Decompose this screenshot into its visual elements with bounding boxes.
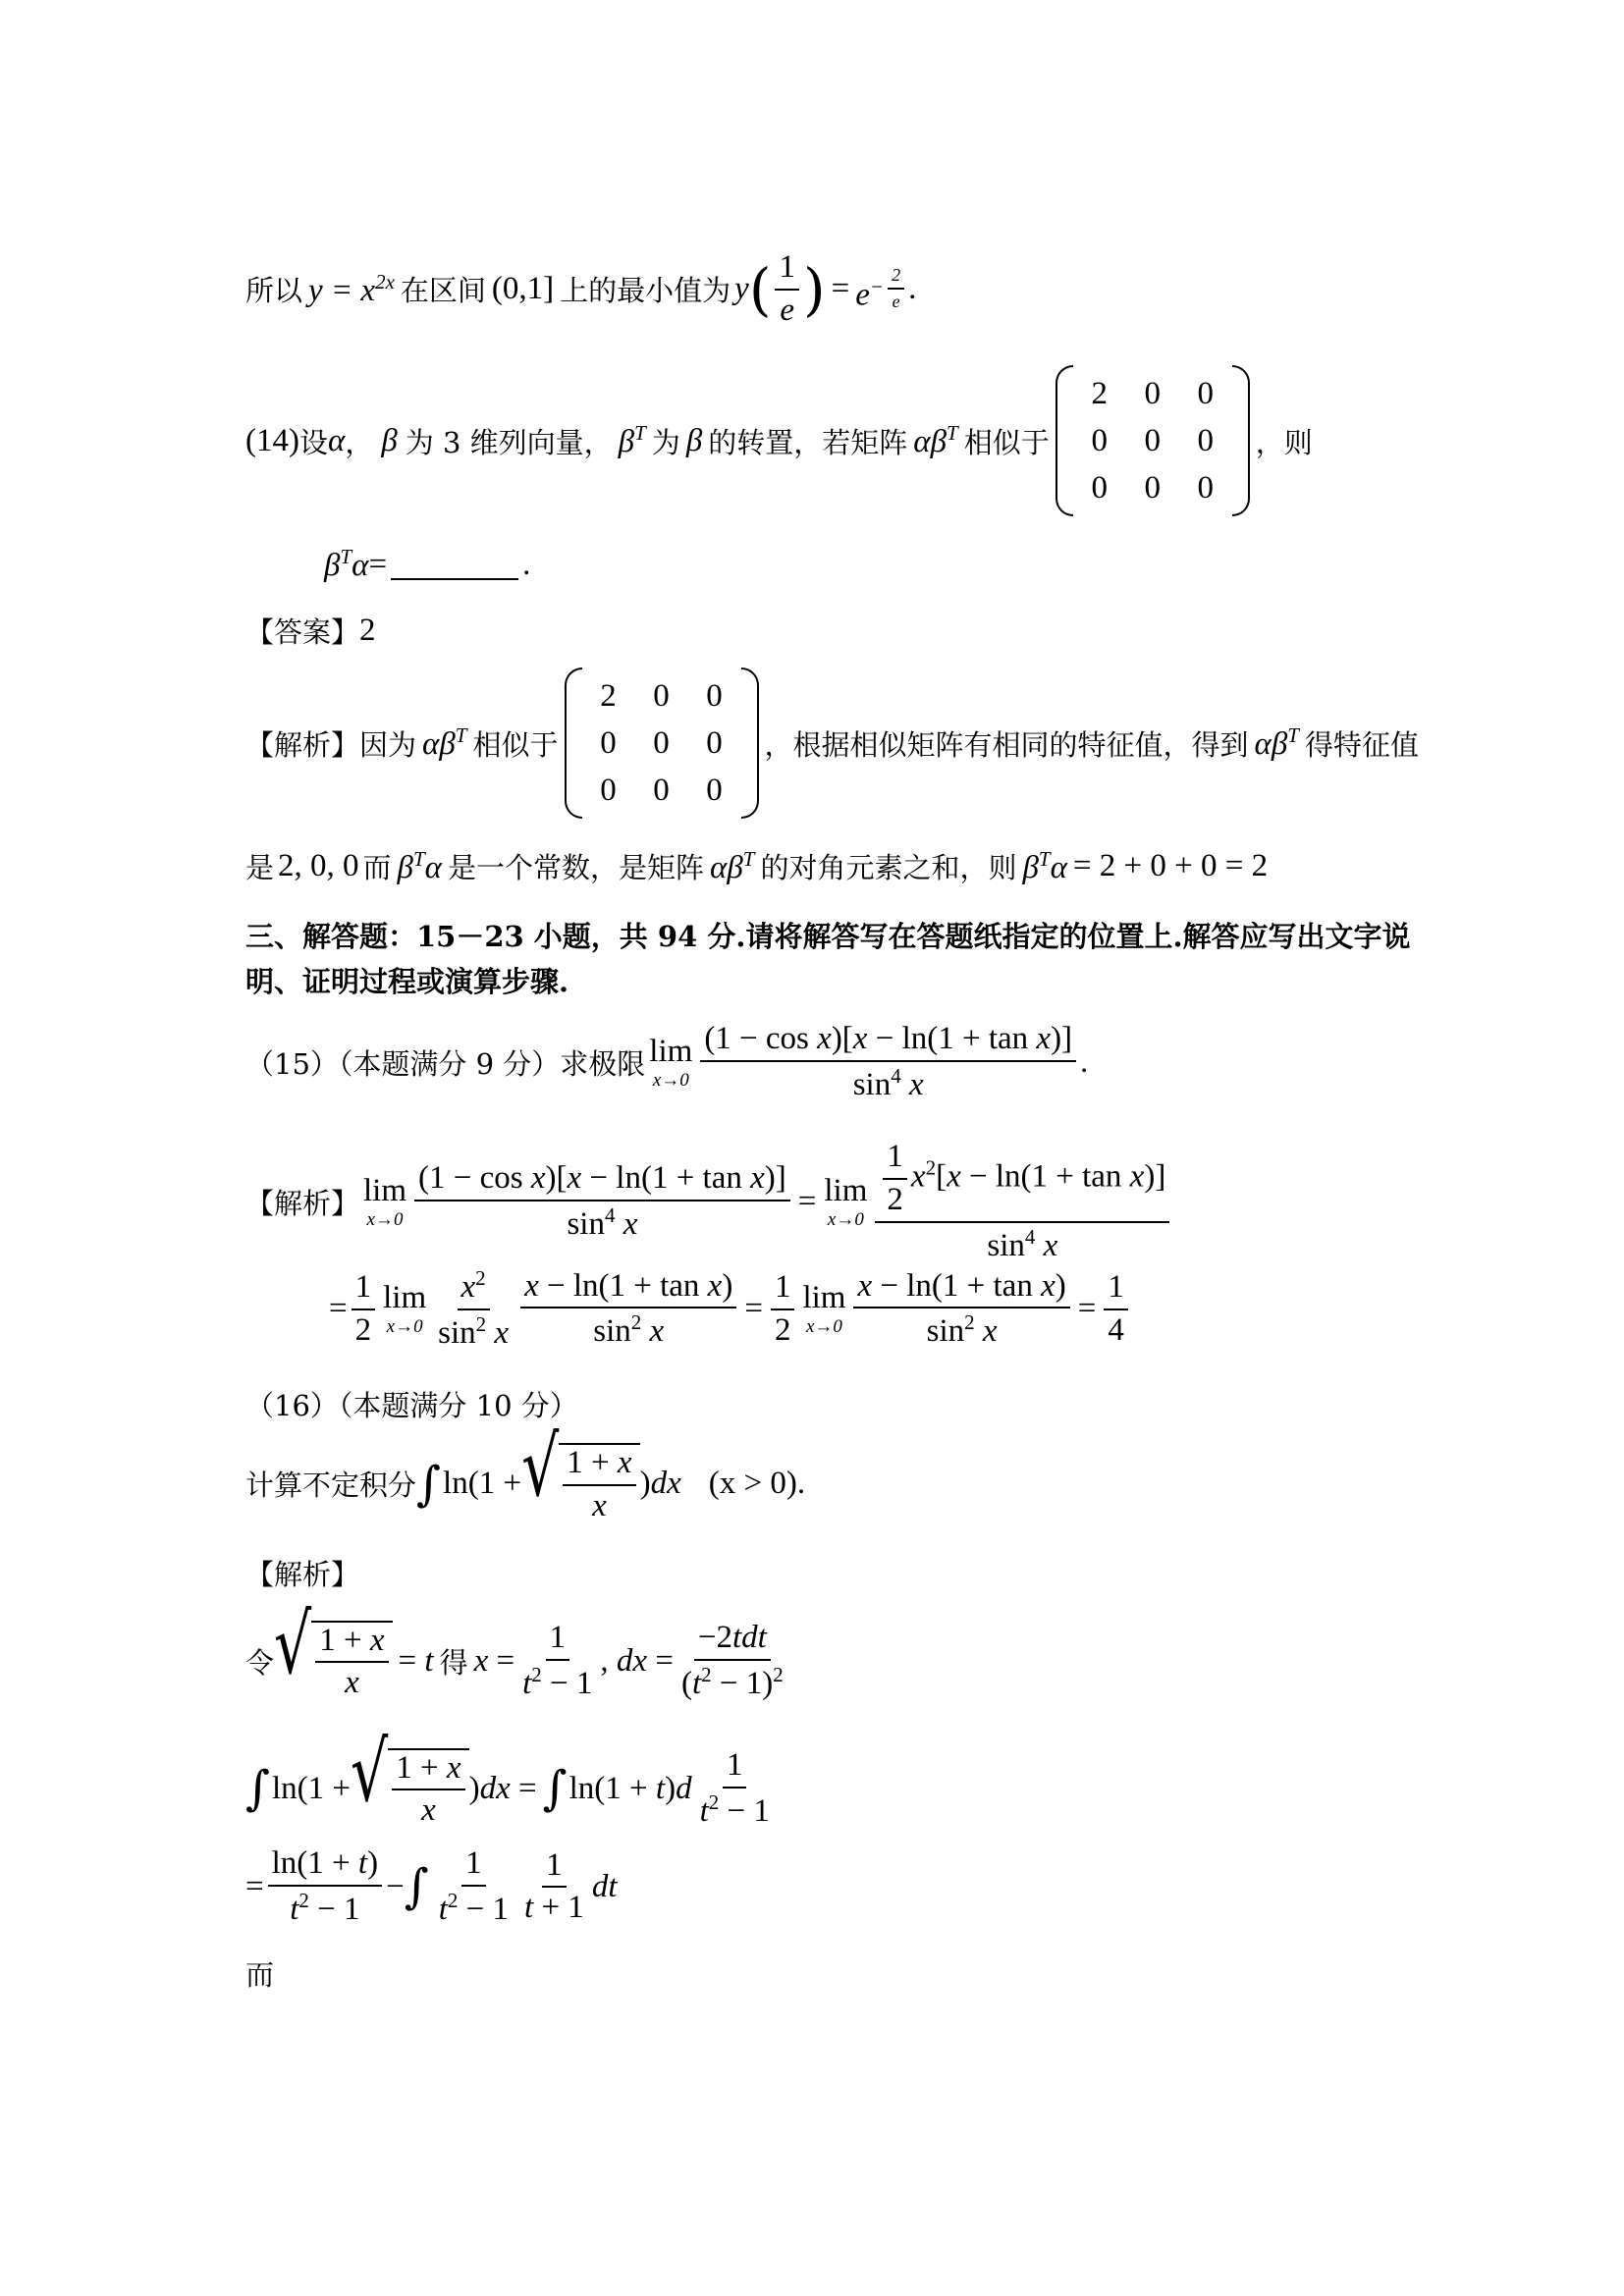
question-16: （16）（本题满分 10 分） xyxy=(245,1389,578,1422)
analysis-14-cont: 是 2, 0, 0 而 $\beta^T\alpha$ 是一个常数，是矩阵 $\alpha\beta^T$ 的对角元素之和，则 $\beta^T\alpha$ = 2 + 0 + 0 = 2 xyxy=(245,846,1269,885)
substitution: 令 √ $\frac{1 + x}{x}$ = t 得 x = $\frac{1}{t^2 - 1}$ , dx = $\frac{\text{−2tdt}}{(t^2 - 1)^2}$ xyxy=(245,1596,784,1701)
question-16-body: 计算不定积分 ∫ ln(1 + √ $\frac{1 + x}{x}$ )dx (x > 0) . xyxy=(245,1419,806,1523)
text: 上的最小值为 xyxy=(560,274,731,308)
analysis-16-label: 【解析】 xyxy=(245,1558,360,1591)
answer-line: 【答案】 2 xyxy=(245,613,376,649)
question-15: （15）（本题满分 9 分）求极限 lim x→0 $\frac{\text{(1 − cos x)[x − ln(1 + tan x)]}}{\sin^4 x}$ . xyxy=(245,1021,1089,1102)
section-heading-cont: 明、证明过程或演算步骤. xyxy=(245,965,569,998)
section-heading: 三、解答题：15－23 小题，共 94 分.请将解答写在答题纸指定的位置上.解答应写出文字说 xyxy=(245,920,1411,953)
integral-step-1: ∫ ln(1 + √ $\frac{1 + x}{x}$ )dx = ∫ ln(1 + t)d $\frac{1}{t^2 - 1}$ xyxy=(245,1724,770,1829)
text: 所以 xyxy=(245,274,303,308)
integral-step-2: = $\frac{\ln(1 + t)}{t^2 - 1}$ − ∫ $\frac{1}{t^2 - 1}$ $\frac{1}{t + 1}$ dt xyxy=(245,1845,618,1927)
answer-blank xyxy=(391,549,518,580)
line-min-value: 所以 $y = x^{2x}$ 在区间 (0,1] 上的最小值为 y ( $\frac{1}{e}$ ) = $e^{- \frac{2}{e}}$ . xyxy=(245,249,917,328)
analysis-15-cont: = $\frac{1}{2}$ lim x→0 $\frac{x^2}{\sin^2 x}$ $\frac{\text{x − ln(1 + tan x)}}{\sin^2 x}$ = $\frac{1}{2}$ lim x→0 $\frac{\text{x − ln(1 + tan x)}}{\sin^2 x}$ = $\frac{1}{4}$ xyxy=(329,1266,1132,1353)
answer-blank-line: $\beta^T\alpha$ = . xyxy=(324,545,531,583)
matrix: 2 0 0 0 0 0 0 0 0 xyxy=(1056,365,1250,516)
analysis-14: 【解析】 因为 $\alpha\beta^T$ 相似于 2 0 0 0 0 0 0 0 0 ，根据相似矩阵有相同的特征值，得到 $\alpha\beta^T$ 得特征值 xyxy=(245,667,1419,819)
analysis-15: 【解析】 lim x→0 $\frac{\text{(1 − cos x)[x − ln(1 + tan x)]}}{\sin^4 x}$ = lim x→0 $\frac{1}{2}$ $x^2[x - \ln(1 + \tan x)]$ $\sin^4 x$ xyxy=(245,1139,1173,1265)
question-14: (14) 设 α ， β 为 3 维列向量， $\beta^T$ 为 β 的转置，若矩阵 $\alpha\beta^T$ 相似于 2 0 0 0 0 0 0 0 0 ，则 xyxy=(245,365,1313,516)
text: 在区间 xyxy=(400,274,486,308)
matrix: 2 0 0 0 0 0 0 0 0 xyxy=(565,667,759,819)
text-er: 而 xyxy=(245,1958,275,1992)
question-number: (14) xyxy=(245,422,299,458)
